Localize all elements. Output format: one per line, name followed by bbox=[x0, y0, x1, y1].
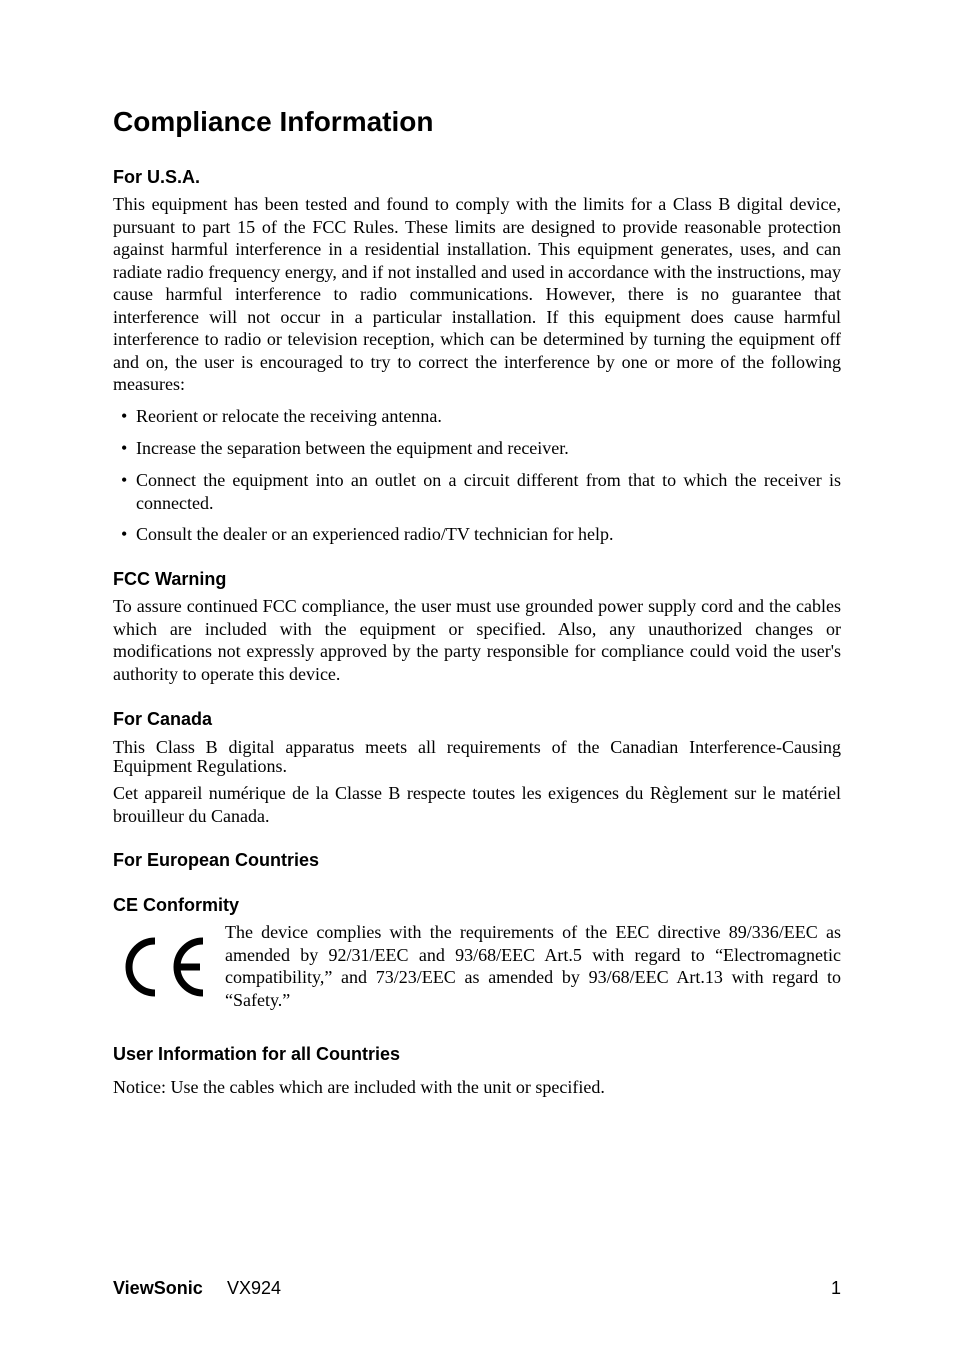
list-item bbox=[113, 437, 841, 460]
page-title: Compliance Information bbox=[113, 106, 434, 137]
section-heading-fcc-warning: FCC Warning bbox=[113, 569, 227, 589]
section-heading-ce: CE Conformity bbox=[113, 895, 239, 915]
fcc-warning-paragraph: To assure continued FCC compliance, the user must use grounded power supply cord and the cables which are included with the equipment or specified. Also, any unauthorized changes or modifications not expressly approved by the party responsible for compliance could void the user's authority to operate this device. bbox=[113, 596, 841, 684]
footer-model: VX924 bbox=[227, 1278, 282, 1298]
list-item bbox=[113, 469, 841, 514]
ce-paragraph: The device complies with the requirements of the EEC directive 89/336/EEC as amended by 92/31/EEC and 93/68/EEC Art.5 with regard to “Electromagnetic compatibility,” and 73/23/EEC as amended by 93/68/EEC Art.13 with regard to “Safety.” bbox=[225, 922, 841, 1010]
bullet-marker: • bbox=[121, 406, 128, 426]
section-heading-europe: For European Countries bbox=[113, 850, 320, 870]
usa-paragraph: This equipment has been tested and found to comply with the limits for a Class B digital device, pursuant to part 15 of the FCC Rules. These limits are designed to provide reasonable protection against harmful interference in a residential installation. This equipment generates, uses, and can radiate radio frequency energy, and if not installed and used in accordance with the instructions, may cause harmful interference to radio communications. However, there is no guarantee that interference will not occur in a particular installation. If this equipment does cause harmful interference to radio or television reception, which can be determined by turning the equipment off and on, the user is encouraged to try to correct the interference by one or more of the following measures: bbox=[113, 194, 841, 394]
list-item bbox=[113, 523, 841, 546]
list-item-text: Consult the dealer or an experienced radio/TV technician for help. bbox=[136, 524, 614, 544]
bullet-marker: • bbox=[121, 470, 128, 490]
list-item-text: Reorient or relocate the receiving antenna. bbox=[136, 406, 442, 426]
section-heading-user-info: User Information for all Countries bbox=[113, 1044, 401, 1064]
footer-page-number: 1 bbox=[830, 1278, 841, 1298]
bullet-marker: • bbox=[121, 524, 128, 544]
bullet-marker: • bbox=[121, 438, 128, 458]
list-item-text: Connect the equipment into an outlet on a circuit different from that to which the receiver is connected. bbox=[136, 470, 841, 513]
user-info-paragraph: Notice: Use the cables which are included with the unit or specified. bbox=[113, 1077, 605, 1097]
footer-brand: ViewSonic bbox=[113, 1278, 203, 1298]
section-heading-usa: For U.S.A. bbox=[113, 167, 201, 187]
ce-mark-icon bbox=[122, 934, 218, 1000]
canada-paragraph-en: This Class B digital apparatus meets all requirements of the Canadian Interference-Causing Equipment Regulations. bbox=[113, 737, 841, 776]
canada-paragraph-fr: Cet appareil numérique de la Classe B respecte toutes les exigences du Règlement sur le matériel brouilleur du Canada. bbox=[113, 783, 841, 826]
list-item-text: Increase the separation between the equipment and receiver. bbox=[136, 438, 569, 458]
section-heading-canada: For Canada bbox=[113, 709, 213, 729]
list-item bbox=[113, 405, 841, 428]
